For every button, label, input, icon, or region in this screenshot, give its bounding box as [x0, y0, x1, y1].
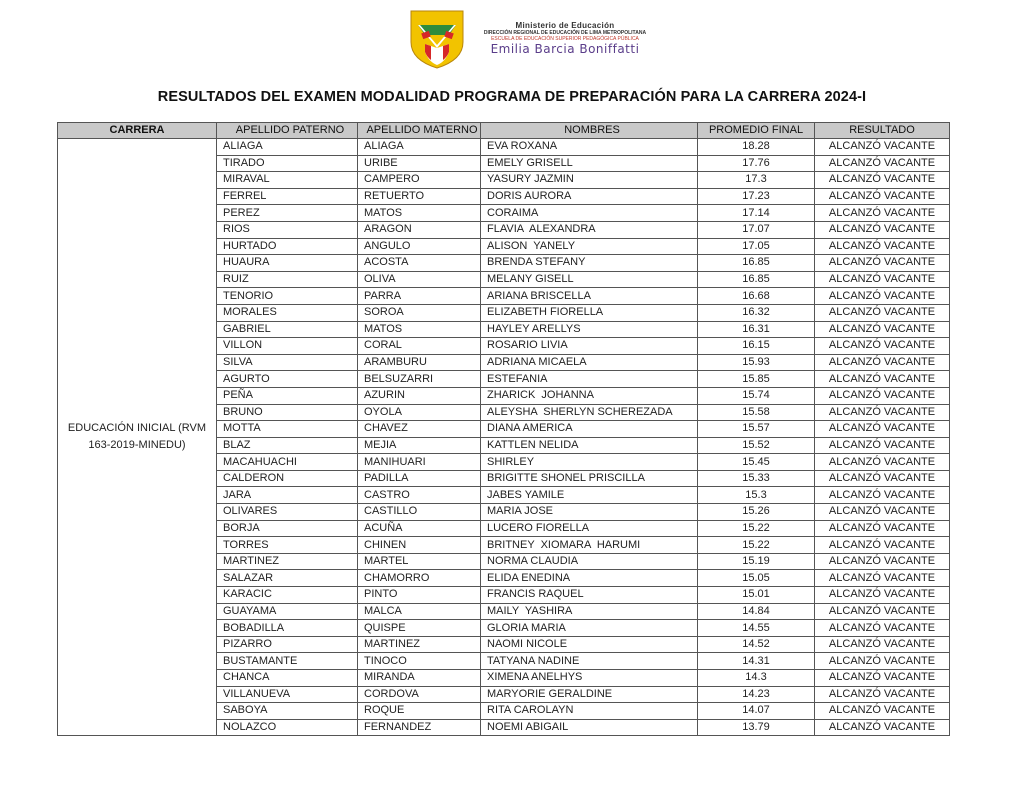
resultado-cell: ALCANZÓ VACANTE [815, 205, 950, 222]
apellido-paterno-cell: PIZARRO [217, 636, 358, 653]
nombres-cell: GLORIA MARIA [481, 620, 698, 637]
page-title: RESULTADOS DEL EXAMEN MODALIDAD PROGRAMA DE PREPARACIÓN PARA LA CARRERA 2024-I [157, 89, 867, 105]
header-apellido-materno: APELLIDO MATERNO [358, 123, 481, 139]
promedio-final-cell: 18.28 [698, 139, 815, 156]
nombres-cell: BRIGITTE SHONEL PRISCILLA [481, 470, 698, 487]
apellido-materno-cell: MIRANDA [358, 670, 481, 687]
apellido-paterno-cell: VILLANUEVA [217, 686, 358, 703]
promedio-final-cell: 15.3 [698, 487, 815, 504]
apellido-paterno-cell: BRUNO [217, 404, 358, 421]
apellido-materno-cell: TINOCO [358, 653, 481, 670]
apellido-materno-cell: ALIAGA [358, 139, 481, 156]
header-promedio-final: PROMEDIO FINAL [698, 123, 815, 139]
resultado-cell: ALCANZÓ VACANTE [815, 338, 950, 355]
nombres-cell: TATYANA NADINE [481, 653, 698, 670]
promedio-final-cell: 17.14 [698, 205, 815, 222]
resultado-cell: ALCANZÓ VACANTE [815, 188, 950, 205]
apellido-paterno-cell: MACAHUACHI [217, 454, 358, 471]
apellido-materno-cell: CORAL [358, 338, 481, 355]
resultado-cell: ALCANZÓ VACANTE [815, 354, 950, 371]
resultado-cell: ALCANZÓ VACANTE [815, 553, 950, 570]
apellido-materno-cell: CASTILLO [358, 504, 481, 521]
apellido-paterno-cell: PEÑA [217, 387, 358, 404]
apellido-paterno-cell: PEREZ [217, 205, 358, 222]
promedio-final-cell: 16.32 [698, 304, 815, 321]
apellido-materno-cell: MATOS [358, 321, 481, 338]
nombres-cell: XIMENA ANELHYS [481, 670, 698, 687]
nombres-cell: CORAIMA [481, 205, 698, 222]
nombres-cell: MAILY YASHIRA [481, 603, 698, 620]
nombres-cell: DORIS AURORA [481, 188, 698, 205]
nombres-cell: ALEYSHA SHERLYN SCHEREZADA [481, 404, 698, 421]
promedio-final-cell: 15.05 [698, 570, 815, 587]
apellido-paterno-cell: BUSTAMANTE [217, 653, 358, 670]
apellido-paterno-cell: GABRIEL [217, 321, 358, 338]
resultado-cell: ALCANZÓ VACANTE [815, 520, 950, 537]
apellido-materno-cell: MARTINEZ [358, 636, 481, 653]
resultado-cell: ALCANZÓ VACANTE [815, 288, 950, 305]
resultado-cell: ALCANZÓ VACANTE [815, 437, 950, 454]
apellido-paterno-cell: MIRAVAL [217, 172, 358, 189]
resultado-cell: ALCANZÓ VACANTE [815, 470, 950, 487]
apellido-paterno-cell: MORALES [217, 304, 358, 321]
promedio-final-cell: 15.26 [698, 504, 815, 521]
apellido-paterno-cell: RUIZ [217, 271, 358, 288]
nombres-cell: MELANY GISELL [481, 271, 698, 288]
apellido-paterno-cell: RIOS [217, 221, 358, 238]
nombres-cell: NAOMI NICOLE [481, 636, 698, 653]
table-body [58, 139, 950, 736]
apellido-materno-cell: BELSUZARRI [358, 371, 481, 388]
resultado-cell: ALCANZÓ VACANTE [815, 255, 950, 272]
header-apellido-paterno: APELLIDO PATERNO [217, 123, 358, 139]
header-resultado: RESULTADO [815, 123, 950, 139]
resultado-cell: ALCANZÓ VACANTE [815, 221, 950, 238]
resultado-cell: ALCANZÓ VACANTE [815, 653, 950, 670]
nombres-cell: SHIRLEY [481, 454, 698, 471]
apellido-materno-cell: CORDOVA [358, 686, 481, 703]
nombres-cell: EMELY GRISELL [481, 155, 698, 172]
nombres-cell: LUCERO FIORELLA [481, 520, 698, 537]
apellido-paterno-cell: SABOYA [217, 703, 358, 720]
resultado-cell: ALCANZÓ VACANTE [815, 487, 950, 504]
apellido-paterno-cell: VILLON [217, 338, 358, 355]
resultado-cell: ALCANZÓ VACANTE [815, 703, 950, 720]
apellido-materno-cell: ARAMBURU [358, 354, 481, 371]
resultado-cell: ALCANZÓ VACANTE [815, 620, 950, 637]
promedio-final-cell: 16.15 [698, 338, 815, 355]
resultado-cell: ALCANZÓ VACANTE [815, 155, 950, 172]
resultado-cell: ALCANZÓ VACANTE [815, 587, 950, 604]
resultado-cell: ALCANZÓ VACANTE [815, 139, 950, 156]
promedio-final-cell: 16.31 [698, 321, 815, 338]
nombres-cell: ZHARICK JOHANNA [481, 387, 698, 404]
promedio-final-cell: 17.76 [698, 155, 815, 172]
nombres-cell: ELIZABETH FIORELLA [481, 304, 698, 321]
promedio-final-cell: 14.55 [698, 620, 815, 637]
apellido-paterno-cell: TORRES [217, 537, 358, 554]
nombres-cell: KATTLEN NELIDA [481, 437, 698, 454]
promedio-final-cell: 14.3 [698, 670, 815, 687]
nombres-cell: BRITNEY XIOMARA HARUMI [481, 537, 698, 554]
apellido-materno-cell: AZURIN [358, 387, 481, 404]
apellido-paterno-cell: BLAZ [217, 437, 358, 454]
apellido-paterno-cell: BOBADILLA [217, 620, 358, 637]
apellido-paterno-cell: OLIVARES [217, 504, 358, 521]
promedio-final-cell: 14.31 [698, 653, 815, 670]
apellido-paterno-cell: BORJA [217, 520, 358, 537]
nombres-cell: ELIDA ENEDINA [481, 570, 698, 587]
promedio-final-cell: 13.79 [698, 719, 815, 736]
institution-text [470, 22, 660, 55]
apellido-materno-cell: MEJIA [358, 437, 481, 454]
resultado-cell: ALCANZÓ VACANTE [815, 570, 950, 587]
resultado-cell: ALCANZÓ VACANTE [815, 603, 950, 620]
nombres-cell: ARIANA BRISCELLA [481, 288, 698, 305]
apellido-materno-cell: CHAMORRO [358, 570, 481, 587]
promedio-final-cell: 17.07 [698, 221, 815, 238]
nombres-cell: NOEMI ABIGAIL [481, 719, 698, 736]
promedio-final-cell: 15.45 [698, 454, 815, 471]
nombres-cell: ALISON YANELY [481, 238, 698, 255]
nombres-cell: MARYORIE GERALDINE [481, 686, 698, 703]
apellido-materno-cell: CAMPERO [358, 172, 481, 189]
apellido-paterno-cell: FERREL [217, 188, 358, 205]
results-table [57, 122, 950, 736]
resultado-cell: ALCANZÓ VACANTE [815, 670, 950, 687]
promedio-final-cell: 15.74 [698, 387, 815, 404]
promedio-final-cell: 16.85 [698, 255, 815, 272]
promedio-final-cell: 15.93 [698, 354, 815, 371]
apellido-paterno-cell: KARACIC [217, 587, 358, 604]
nombres-cell: MARIA JOSE [481, 504, 698, 521]
promedio-final-cell: 16.85 [698, 271, 815, 288]
apellido-materno-cell: CASTRO [358, 487, 481, 504]
nombres-cell: DIANA AMERICA [481, 421, 698, 438]
apellido-materno-cell: CHINEN [358, 537, 481, 554]
apellido-paterno-cell: SILVA [217, 354, 358, 371]
resultado-cell: ALCANZÓ VACANTE [815, 404, 950, 421]
resultado-cell: ALCANZÓ VACANTE [815, 304, 950, 321]
nombres-cell: ADRIANA MICAELA [481, 354, 698, 371]
promedio-final-cell: 15.85 [698, 371, 815, 388]
resultado-cell: ALCANZÓ VACANTE [815, 504, 950, 521]
apellido-paterno-cell: JARA [217, 487, 358, 504]
apellido-materno-cell: CHAVEZ [358, 421, 481, 438]
school-name: Emilia Barcia Boniffatti [490, 42, 640, 56]
apellido-paterno-cell: MOTTA [217, 421, 358, 438]
promedio-final-cell: 14.07 [698, 703, 815, 720]
promedio-final-cell: 15.52 [698, 437, 815, 454]
apellido-paterno-cell: CALDERON [217, 470, 358, 487]
header-carrera: CARRERA [58, 123, 217, 139]
apellido-paterno-cell: SALAZAR [217, 570, 358, 587]
promedio-final-cell: 15.22 [698, 537, 815, 554]
resultado-cell: ALCANZÓ VACANTE [815, 719, 950, 736]
apellido-paterno-cell: HUAURA [217, 255, 358, 272]
promedio-final-cell: 15.58 [698, 404, 815, 421]
apellido-materno-cell: PARRA [358, 288, 481, 305]
apellido-materno-cell: RETUERTO [358, 188, 481, 205]
resultado-cell: ALCANZÓ VACANTE [815, 537, 950, 554]
nombres-cell: YASURY JAZMIN [481, 172, 698, 189]
promedio-final-cell: 17.3 [698, 172, 815, 189]
nombres-cell: ROSARIO LIVIA [481, 338, 698, 355]
apellido-materno-cell: OYOLA [358, 404, 481, 421]
apellido-materno-cell: ACUÑA [358, 520, 481, 537]
resultado-cell: ALCANZÓ VACANTE [815, 238, 950, 255]
apellido-materno-cell: OLIVA [358, 271, 481, 288]
nombres-cell: NORMA CLAUDIA [481, 553, 698, 570]
promedio-final-cell: 15.01 [698, 587, 815, 604]
apellido-materno-cell: MATOS [358, 205, 481, 222]
apellido-materno-cell: URIBE [358, 155, 481, 172]
resultado-cell: ALCANZÓ VACANTE [815, 421, 950, 438]
nombres-cell: HAYLEY ARELLYS [481, 321, 698, 338]
promedio-final-cell: 14.23 [698, 686, 815, 703]
apellido-materno-cell: PADILLA [358, 470, 481, 487]
apellido-materno-cell: ACOSTA [358, 255, 481, 272]
apellido-materno-cell: ANGULO [358, 238, 481, 255]
apellido-materno-cell: SOROA [358, 304, 481, 321]
table-header-row [58, 123, 950, 139]
resultado-cell: ALCANZÓ VACANTE [815, 271, 950, 288]
resultado-cell: ALCANZÓ VACANTE [815, 371, 950, 388]
apellido-paterno-cell: HURTADO [217, 238, 358, 255]
resultado-cell: ALCANZÓ VACANTE [815, 686, 950, 703]
nombres-cell: RITA CAROLAYN [481, 703, 698, 720]
apellido-paterno-cell: AGURTO [217, 371, 358, 388]
nombres-cell: ESTEFANIA [481, 371, 698, 388]
promedio-final-cell: 15.33 [698, 470, 815, 487]
promedio-final-cell: 14.84 [698, 603, 815, 620]
promedio-final-cell: 17.05 [698, 238, 815, 255]
promedio-final-cell: 14.52 [698, 636, 815, 653]
nombres-cell: JABES YAMILE [481, 487, 698, 504]
promedio-final-cell: 15.57 [698, 421, 815, 438]
promedio-final-cell: 15.19 [698, 553, 815, 570]
apellido-paterno-cell: NOLAZCO [217, 719, 358, 736]
apellido-materno-cell: MANIHUARI [358, 454, 481, 471]
apellido-materno-cell: FERNANDEZ [358, 719, 481, 736]
resultado-cell: ALCANZÓ VACANTE [815, 321, 950, 338]
promedio-final-cell: 17.23 [698, 188, 815, 205]
resultado-cell: ALCANZÓ VACANTE [815, 636, 950, 653]
nombres-cell: FLAVIA ALEXANDRA [481, 221, 698, 238]
apellido-materno-cell: QUISPE [358, 620, 481, 637]
school-crest-logo [408, 8, 466, 70]
apellido-paterno-cell: TIRADO [217, 155, 358, 172]
regional-direction: DIRECCIÓN REGIONAL DE EDUCACIÓN DE LIMA METROPOLITANA [483, 30, 647, 36]
apellido-materno-cell: MALCA [358, 603, 481, 620]
apellido-paterno-cell: MARTINEZ [217, 553, 358, 570]
resultado-cell: ALCANZÓ VACANTE [815, 387, 950, 404]
resultado-cell: ALCANZÓ VACANTE [815, 454, 950, 471]
carrera-cell: EDUCACIÓN INICIAL (RVM 163-2019-MINEDU) [58, 139, 217, 736]
apellido-paterno-cell: GUAYAMA [217, 603, 358, 620]
apellido-paterno-cell: CHANCA [217, 670, 358, 687]
resultado-cell: ALCANZÓ VACANTE [815, 172, 950, 189]
institution-header [408, 8, 658, 72]
apellido-materno-cell: PINTO [358, 587, 481, 604]
ministry-name: Ministerio de Educación [515, 21, 615, 30]
nombres-cell: BRENDA STEFANY [481, 255, 698, 272]
apellido-paterno-cell: TENORIO [217, 288, 358, 305]
nombres-cell: EVA ROXANA [481, 139, 698, 156]
apellido-materno-cell: MARTEL [358, 553, 481, 570]
apellido-paterno-cell: ALIAGA [217, 139, 358, 156]
nombres-cell: FRANCIS RAQUEL [481, 587, 698, 604]
promedio-final-cell: 16.68 [698, 288, 815, 305]
table-row [58, 139, 950, 156]
promedio-final-cell: 15.22 [698, 520, 815, 537]
header-nombres: NOMBRES [481, 123, 698, 139]
school-type: ESCUELA DE EDUCACIÓN SUPERIOR PEDAGÓGICA PÚBLICA [491, 36, 639, 42]
apellido-materno-cell: ARAGON [358, 221, 481, 238]
apellido-materno-cell: ROQUE [358, 703, 481, 720]
